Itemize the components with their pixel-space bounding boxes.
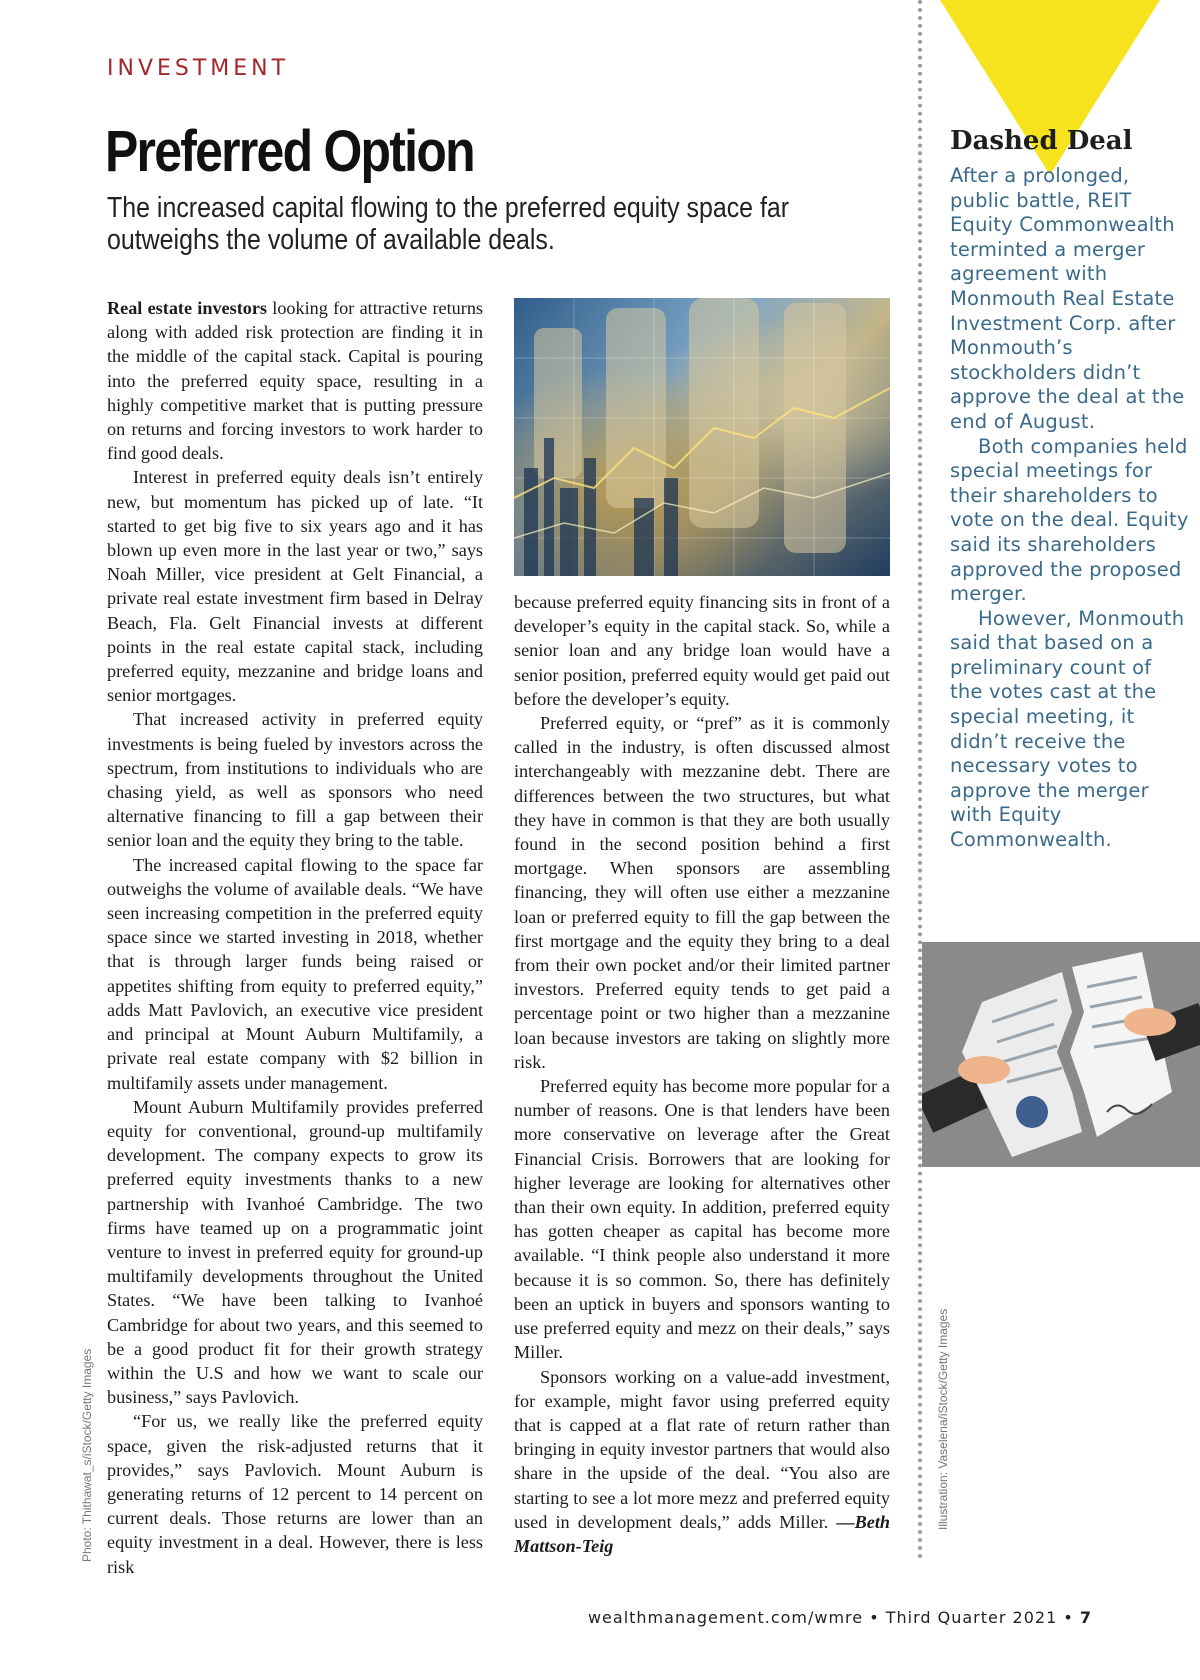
paragraph-3: That increased activity in preferred equity investments is being fueled by investors across the spectrum, from institutions to individuals who are chasing yield, as well as sponsors who need alternative financing to fill a gap between their senior loan and the equity they bring to the table. [107,709,483,851]
byline: —Beth Mattson-Teig [514,1511,891,1556]
paragraph-10-text: Sponsors working on a value-add investment, for example, might favor using preferred equity that is capped at a flat rate of return rather than bringing in equity investor partners that would also share in the upside of the deal. “You also are starting to see a lot more mezz and preferred equity used in development deals,” adds Miller. [514,1366,890,1532]
article-column-1 [107,296,483,1579]
paragraph-6: “For us, we really like the preferred equity space, given the risk-adjusted returns that it provides,” says Pavlovich. Mount Auburn is generating returns of 12 percent to 14 percent on current deals. Those returns are lower than an equity investment in a deal. However, there is less risk [107,1411,483,1577]
sidebar-body [950,164,1190,853]
paragraph-8: Preferred equity, or “pref” as it is commonly called in the industry, is often discussed almost interchangeably with mezzanine debt. There are differences between the two structures, but what they have in common is that they are both usually found in the second position behind a first mortgage. When sponsors are assembling financing, they will often use either a mezzanine loan or preferred equity to fill the gap between the first mortgage and the equity they bring to a deal from their own pocket and/or their limited partner investors. Preferred equity tends to get paid a percentage point or two higher than a mezzanine loan because investors are taking on slightly more risk. [514,713,890,1072]
section-label: INVESTMENT [107,56,290,81]
paragraph-9: Preferred equity has become more popular for a number of reasons. One is that lenders have been more conservative on leverage after the Great Financial Crisis. Borrowers that are looking for higher leverage are looking for alternatives other than their own equity. In addition, preferred equity has gotten cheaper as capital has become more available. “I think people also understand it more because it is so common. So, there has definitely been an uptick in buyers and sponsors wanting to use preferred equity and mezz on their deals,” says Miller. [514,1076,890,1363]
illustration-art [922,942,1200,1167]
sidebar-title: Dashed Deal [950,126,1133,156]
torn-contract-illustration [922,942,1200,1167]
sidebar-paragraph-2: Both companies held special meetings for their shareholders to vote on the deal. Equity said its shareholders approved the proposed merger. [950,434,1189,606]
paragraph-1-text: looking for attractive returns along with added risk protection are finding it in the middle of the capital stack. Capital is pouring into the preferred equity space, resulting in a highly competitive market that is putting pressure on returns and forcing investors to work harder to find good deals. [107,298,483,464]
paragraph-7: because preferred equity financing sits in front of a developer’s equity in the capital stack. So, while a senior loan and any bridge loan would have a senior position, preferred equity would get paid out before the developer’s equity. [514,592,890,709]
sidebar-paragraph-1: After a prolonged, public battle, REIT Equity Commonwealth terminted a merger agreement with Monmouth Real Estate Investment Corp. after Monmouth’s stockholders didn’t approve the deal at the end of August. [950,164,1185,433]
deck: The increased capital flowing to the preferred equity space far outweighs the volume of available deals. [107,192,790,256]
paragraph-2: Interest in preferred equity deals isn’t entirely new, but momentum has picked up of late. “It started to get big five to six years ago and it has blown up even more in the last year or two,” says Noah Miller, vice president at Gelt Financial, a private real estate investment firm based in Delray Beach, Fla. Gelt Financial invests at different points in the real estate capital stack, including preferred equity, mezzanine and bridge loans and senior mortgages. [107,467,483,706]
article-column-2 [514,590,890,1558]
photo-credit: Photo: Thithawat_s/iStock/Getty Images [80,1348,94,1562]
dotted-divider [918,0,922,1560]
footer-text: wealthmanagement.com/wmre • Third Quarter 2021 • [587,1608,1074,1627]
illustration-credit: Illustration: Vaselena/iStock/Getty Images [936,1308,950,1530]
sidebar-paragraph-3: However, Monmouth said that based on a preliminary count of the votes cast at the special meeting, it didn’t receive the necessary votes to approve the merger with Equity Commonwealth. [950,606,1185,852]
page-footer [588,1608,1092,1627]
lead-in: Real estate investors [107,298,268,318]
paragraph-4: The increased capital flowing to the space far outweighs the volume of available deals. “We have seen increasing competition in the preferred equity space since we started investing in 2018, whether that is through larger funds being raised or appetites shifting from equity to preferred equity,” adds Matt Pavlovich, an executive vice president and principal at Mount Auburn Multifamily, a private real estate company with $2 billion in multifamily assets under management. [107,854,483,1093]
paragraph-10 [514,1365,890,1559]
photo-art [514,298,890,576]
paragraph-5: Mount Auburn Multifamily provides preferred equity for conventional, ground-up multifamily development. The company expects to grow its preferred equity investments thanks to a new partnership with Ivanhoé Cambridge. The two firms have teamed up on a programmatic joint venture to invest in preferred equity for ground-up multifamily developments throughout the United States. “We have been talking to Ivanhoé Cambridge for about two years, and this seemed to be a good product fit for their growth strategy within the U.S and how we want to scale our business,” says Pavlovich. [107,1096,483,1408]
paragraph-1 [107,296,483,465]
coin-stacks-city-photo [514,298,890,576]
page-number: 7 [1079,1608,1092,1627]
headline: Preferred Option [105,119,474,184]
